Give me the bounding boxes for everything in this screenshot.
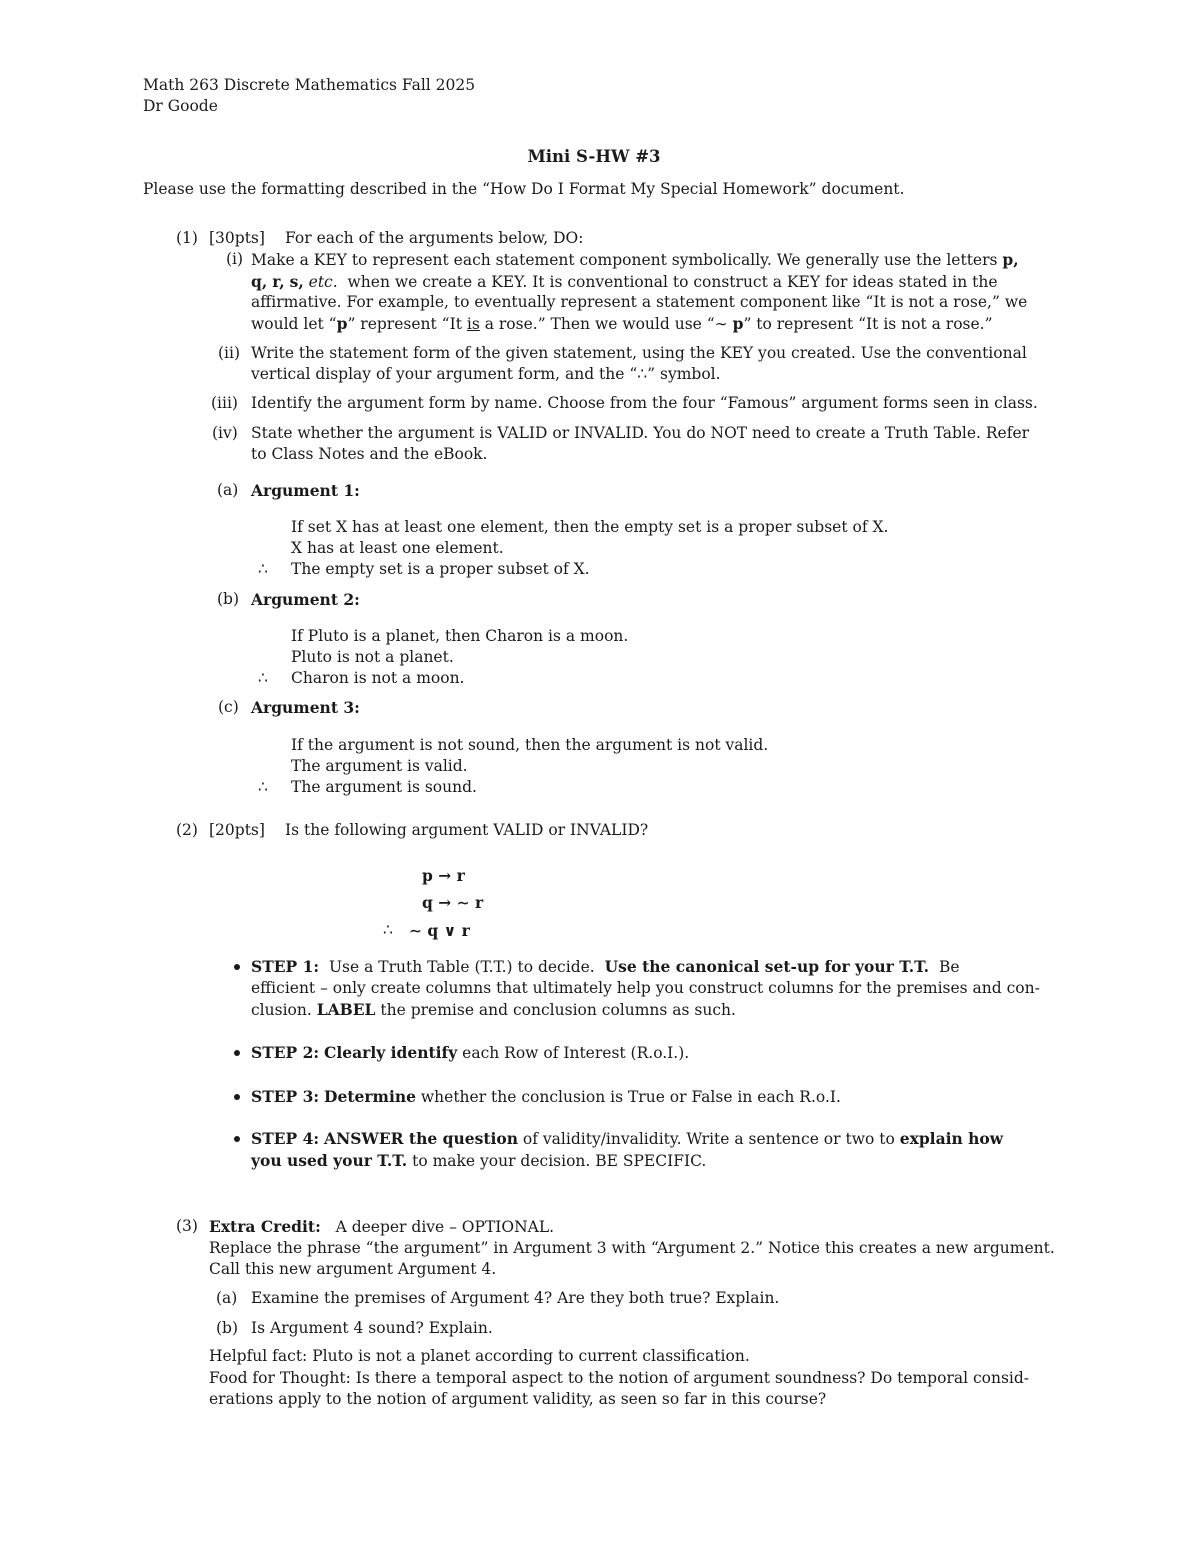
q1-iv-line2: to Class Notes and the eBook.	[251, 445, 488, 463]
argument-1-conclusion: The empty set is a proper subset of X.	[291, 560, 590, 578]
bullet-icon	[234, 1094, 240, 1100]
q1-points: [30pts]	[209, 229, 265, 247]
q1-iii-line1: Identify the argument form by name. Choose from the four “Famous” argument forms seen in class.	[251, 394, 1038, 412]
argument-2-heading: Argument 2:	[251, 590, 360, 609]
q1-ii-line1: Write the statement form of the given statement, using the KEY you created. Use the conventional	[251, 344, 1027, 362]
instructor-line: Dr Goode	[143, 97, 218, 115]
q2-question: Is the following argument VALID or INVALID?	[285, 821, 649, 839]
q1-ii-label: (ii)	[218, 344, 241, 362]
course-line: Math 263 Discrete Mathematics Fall 2025	[143, 76, 476, 94]
form-premise-2: q → ∼ r	[422, 893, 484, 912]
q1-iv-line1: State whether the argument is VALID or INVALID. You do NOT need to create a Truth Table. Refer	[251, 424, 1030, 442]
argument-2-conclusion: Charon is not a moon.	[291, 669, 465, 687]
argument-3-premise-1: If the argument is not sound, then the argument is not valid.	[291, 736, 769, 754]
page-title: Mini S-HW #3	[527, 147, 661, 166]
q1-i-label: (i)	[226, 250, 244, 268]
step-2-line: STEP 2: Clearly identify each Row of Interest (R.o.I.).	[251, 1043, 690, 1062]
q1-i-line1: Make a KEY to represent each statement component symbolically. We generally use the letters p,	[251, 250, 1019, 269]
bullet-icon	[234, 1050, 240, 1056]
therefore-symbol: ∴	[258, 778, 268, 796]
q3-line2: Call this new argument Argument 4.	[209, 1260, 497, 1278]
therefore-symbol: ∴	[258, 560, 268, 578]
step-3-line: STEP 3: Determine whether the conclusion is True or False in each R.o.I.	[251, 1087, 841, 1106]
intro-text: Please use the formatting described in the “How Do I Format My Special Homework” document.	[143, 180, 905, 198]
form-conclusion: ∼ q ∨ r	[409, 921, 470, 940]
step-4-line1: STEP 4: ANSWER the question of validity/invalidity. Write a sentence or two to explain how	[251, 1129, 1004, 1148]
q3-a-label: (a)	[216, 1289, 238, 1307]
q1-number: (1)	[176, 229, 198, 247]
step-1-line1: STEP 1: Use a Truth Table (T.T.) to decide. Use the canonical set-up for your T.T. Be	[251, 957, 960, 976]
food-for-thought-line2: erations apply to the notion of argument validity, as seen so far in this course?	[209, 1390, 827, 1408]
argument-2-premise-2: Pluto is not a planet.	[291, 648, 454, 666]
food-for-thought-line1: Food for Thought: Is there a temporal aspect to the notion of argument soundness? Do temporal consid-	[209, 1369, 1030, 1387]
argument-3-premise-2: The argument is valid.	[291, 757, 468, 775]
argument-3-label: (c)	[218, 698, 239, 716]
argument-1-label: (a)	[217, 481, 239, 499]
argument-3-conclusion: The argument is sound.	[291, 778, 477, 796]
therefore-symbol: ∴	[258, 669, 268, 687]
q3-b-label: (b)	[216, 1319, 239, 1337]
argument-2-label: (b)	[217, 590, 240, 608]
step-1-line2: efficient – only create columns that ultimately help you construct columns for the premises and con-	[251, 979, 1040, 997]
therefore-symbol: ∴	[383, 921, 393, 939]
helpful-fact: Helpful fact: Pluto is not a planet according to current classification.	[209, 1347, 750, 1365]
step-1-line3: clusion. LABEL the premise and conclusion columns as such.	[251, 1000, 736, 1019]
q2-number: (2)	[176, 821, 198, 839]
step-4-line2: you used your T.T. to make your decision. BE SPECIFIC.	[251, 1151, 707, 1170]
q1-i-line3: affirmative. For example, to eventually represent a statement component like “It is not a rose,” we	[251, 293, 1028, 311]
q1-i-line4: would let “p” represent “It is a rose.” Then we would use “∼ p” to represent “It is not a rose.”	[251, 314, 993, 333]
argument-2-premise-1: If Pluto is a planet, then Charon is a moon.	[291, 627, 629, 645]
q1-ii-line2: vertical display of your argument form, and the “∴” symbol.	[251, 365, 721, 383]
argument-3-heading: Argument 3:	[251, 698, 360, 717]
form-premise-1: p → r	[422, 866, 465, 885]
argument-1-premise-2: X has at least one element.	[291, 539, 504, 557]
q3-number: (3)	[176, 1217, 198, 1235]
q3-line1: Replace the phrase “the argument” in Argument 3 with “Argument 2.” Notice this creates a new argument.	[209, 1239, 1055, 1257]
bullet-icon	[234, 1136, 240, 1142]
bullet-icon	[234, 964, 240, 970]
q1-instruction: For each of the arguments below, DO:	[285, 229, 584, 247]
q3-heading-line: Extra Credit: A deeper dive – OPTIONAL.	[209, 1217, 555, 1236]
argument-1-heading: Argument 1:	[251, 481, 360, 500]
q3-b-text: Is Argument 4 sound? Explain.	[251, 1319, 493, 1337]
q2-points: [20pts]	[209, 821, 265, 839]
q1-i-line2: q, r, s, etc. when we create a KEY. It is conventional to construct a KEY for ideas stated in the	[251, 272, 998, 291]
q3-a-text: Examine the premises of Argument 4? Are they both true? Explain.	[251, 1289, 780, 1307]
q1-iii-label: (iii)	[211, 394, 238, 412]
argument-1-premise-1: If set X has at least one element, then the empty set is a proper subset of X.	[291, 518, 889, 536]
q1-iv-label: (iv)	[212, 424, 238, 442]
